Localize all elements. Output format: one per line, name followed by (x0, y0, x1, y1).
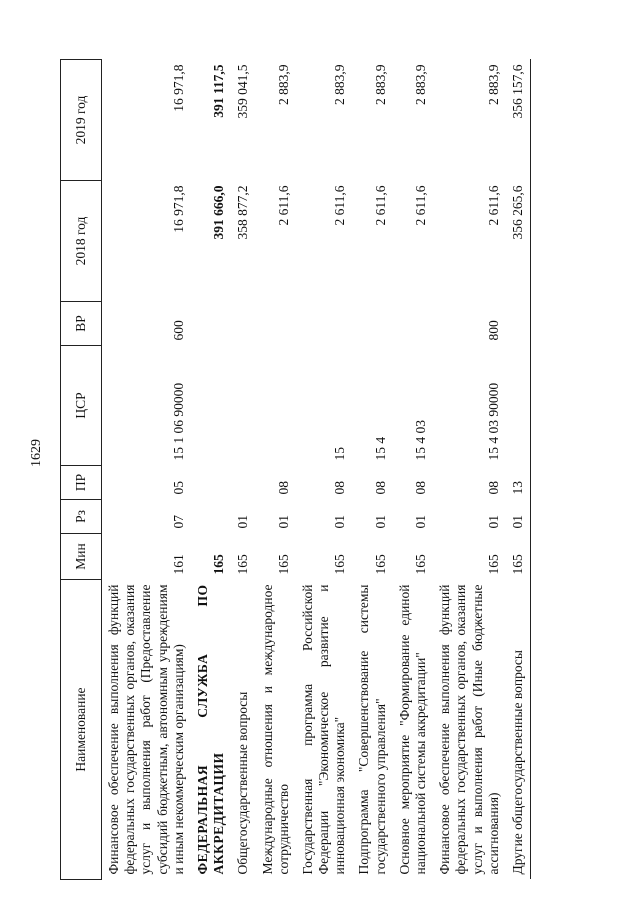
row-name: Международные отношения и международное сотрудничество (259, 584, 291, 875)
row-rz: 01 (372, 515, 388, 529)
row-min: 165 (413, 554, 428, 575)
header-csr: ЦСР (61, 346, 102, 466)
row-2018: 2 611,6 (332, 185, 348, 226)
row-2019: 2 883,9 (332, 64, 348, 105)
row-min: 165 (372, 554, 388, 575)
row-rz: 01 (506, 500, 531, 534)
table-row (506, 60, 531, 880)
header-2019: 2019 год (61, 60, 102, 181)
budget-table (60, 59, 531, 880)
row-name: Государственная программа Российской Федерации "Экономическое развитие и инновационная экономика" (299, 584, 348, 875)
row-pr: 05 (170, 481, 186, 495)
row-2019: 391 117,5 (211, 64, 227, 118)
row-2019: 2 883,9 (372, 64, 388, 105)
row-rz: 01 (485, 515, 501, 529)
row-name: Общегосударственные вопросы (235, 691, 251, 875)
row-rz: 01 (275, 515, 291, 529)
table-row (352, 60, 392, 880)
row-rz (191, 500, 231, 534)
row-pr: 08 (372, 481, 388, 495)
row-vr: 800 (485, 320, 501, 341)
row-vr (256, 302, 296, 346)
table-row (102, 60, 191, 880)
row-pr (191, 466, 231, 500)
header-vr: ВР (61, 302, 102, 346)
row-name: Основное мероприятие "Формирование единой национальной системы аккредитации" (396, 584, 428, 875)
row-2018: 2 611,6 (275, 185, 291, 226)
table-row (296, 60, 353, 880)
table-row (256, 60, 296, 880)
row-2018: 2 611,6 (485, 185, 501, 226)
row-csr (506, 346, 531, 466)
row-min: 165 (506, 534, 531, 580)
row-rz: 01 (332, 515, 348, 529)
row-2018: 356 265,6 (506, 181, 531, 302)
row-2018: 2 611,6 (413, 185, 428, 226)
row-pr: 13 (506, 466, 531, 500)
row-pr (231, 466, 255, 500)
row-min: 165 (332, 554, 348, 575)
row-csr: 15 4 (372, 436, 388, 461)
row-rz: 07 (170, 515, 186, 529)
row-2019: 356 157,6 (506, 60, 531, 181)
header-min: Мин (61, 534, 102, 580)
row-2019: 16 971,8 (170, 64, 186, 112)
header-name: Наименование (61, 580, 102, 880)
row-min: 165 (275, 554, 291, 575)
row-vr (296, 302, 353, 346)
table-header-row (61, 60, 102, 880)
row-name: Финансовое обеспечение выполнения функций федеральных государственных органов, оказания услуг и выполнения работ (Предоставление субсидий бюджетным, автономным учреждениям и иным некоммерческим организациям) (106, 584, 186, 875)
row-pr: 08 (413, 481, 428, 495)
row-rz: 01 (413, 515, 428, 529)
row-pr: 08 (275, 481, 291, 495)
header-2018: 2018 год (61, 181, 102, 302)
row-csr: 15 4 03 90000 (485, 382, 501, 461)
row-csr (231, 346, 255, 466)
header-pr: ПР (61, 466, 102, 500)
row-name: Другие общегосударственные вопросы (506, 580, 531, 880)
row-csr: 15 (332, 447, 348, 461)
row-pr: 08 (485, 481, 501, 495)
row-csr: 15 4 03 (413, 420, 428, 461)
row-rz: 01 (235, 515, 251, 529)
table-row (191, 60, 231, 880)
row-csr (256, 346, 296, 466)
row-2019: 2 883,9 (413, 64, 428, 105)
row-vr (393, 302, 433, 346)
row-name: Финансовое обеспечение выполнения функций федеральных государственных органов, оказания услуг и выполнения работ (Иные бюджетные ассигнования) (437, 584, 501, 875)
row-csr (191, 346, 231, 466)
row-2018: 16 971,8 (170, 185, 186, 233)
row-name: Подпрограмма "Совершенствование системы государственного управления" (356, 584, 388, 875)
row-vr (231, 302, 255, 346)
row-2018: 391 666,0 (211, 185, 227, 240)
row-vr: 600 (170, 320, 186, 341)
rotated-page-content (60, 60, 620, 880)
row-min: 165 (485, 554, 501, 575)
table-row (433, 60, 506, 880)
table-row (231, 60, 255, 880)
row-min: 165 (235, 554, 251, 575)
row-csr: 15 1 06 90000 (170, 382, 186, 461)
row-vr (352, 302, 392, 346)
row-name: ФЕДЕРАЛЬНАЯ СЛУЖБА ПО АККРЕДИТАЦИИ (194, 584, 227, 875)
row-pr: 08 (332, 481, 348, 495)
page-number: 1629 (29, 439, 44, 467)
row-2019: 2 883,9 (275, 64, 291, 105)
row-2018: 2 611,6 (372, 185, 388, 226)
row-2018: 358 877,2 (235, 185, 251, 240)
row-min: 165 (211, 554, 227, 575)
table-row (393, 60, 433, 880)
row-vr (191, 302, 231, 346)
row-2019: 359 041,5 (235, 64, 251, 119)
row-2019: 2 883,9 (485, 64, 501, 105)
row-min: 161 (170, 554, 186, 575)
header-rz: Рз (61, 500, 102, 534)
row-vr (506, 302, 531, 346)
